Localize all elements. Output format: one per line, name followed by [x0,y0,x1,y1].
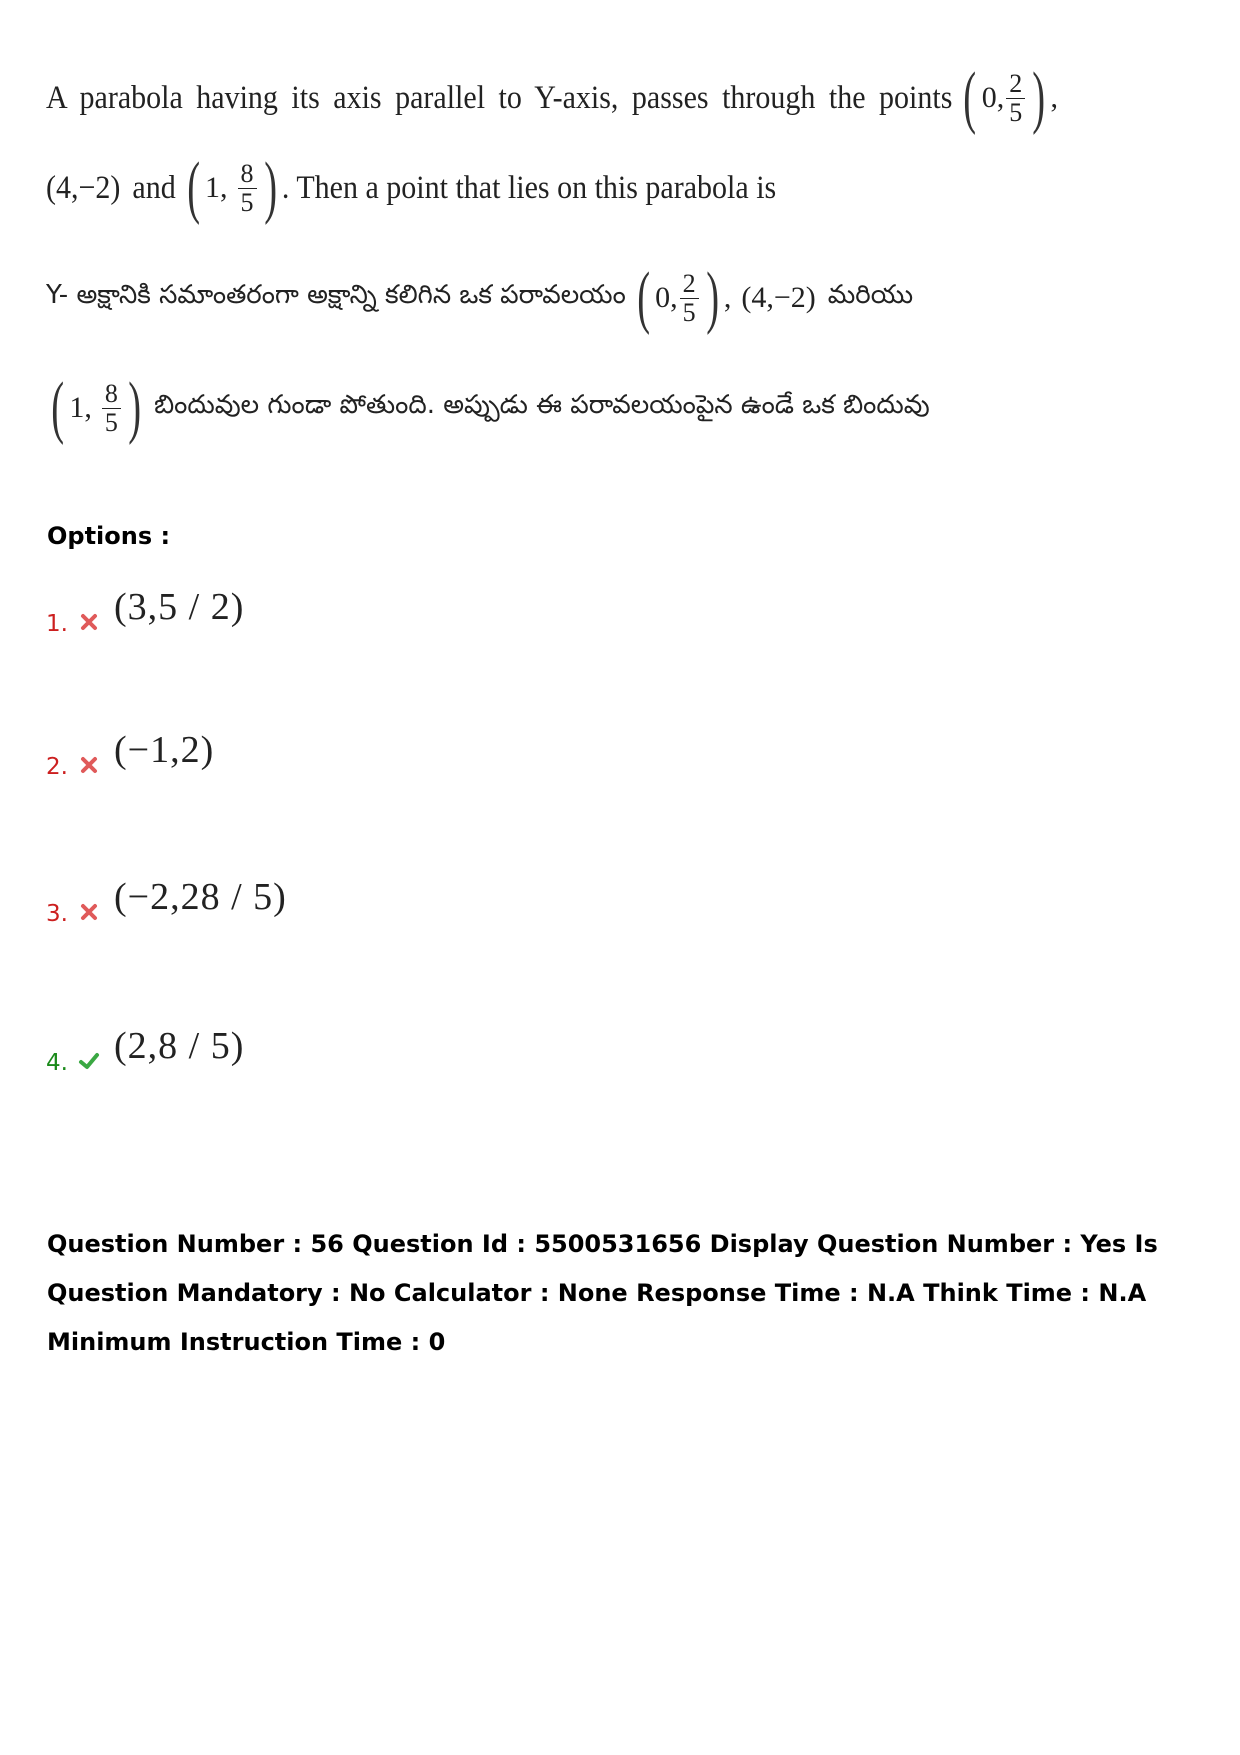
question-image [46,55,1059,510]
option-number: 2. [46,754,68,780]
check-icon [78,1050,100,1072]
cross-icon [78,611,100,633]
paren-open: ( [637,259,650,336]
question-text-te-2: బిందువుల గుండా పోతుంది. అప్పుడు ఈ పరావలయంపైన ఉండే ఒక బిందువు [154,390,930,420]
comma: , [723,281,732,314]
point3-fraction [102,380,121,436]
option-value: (−2,28 / 5) [114,876,287,918]
point2: (4,−2) [46,169,121,206]
question-english-line-2 [46,149,777,226]
point3-denominator: 5 [102,408,121,436]
point1-fraction [680,270,699,326]
option-3[interactable] [46,875,287,927]
point1-numerator: 2 [1009,69,1023,99]
option-value: (3,5 / 2) [114,586,245,628]
paren-open: ( [51,369,65,446]
and-text-telugu: మరియు [827,280,914,310]
option-value: (−1,2) [114,729,215,771]
option-number: 4. [46,1050,68,1076]
paren-close: ) [1032,59,1046,136]
cross-icon [78,901,100,923]
paren-close: ) [263,149,277,226]
paren-close: ) [128,369,141,446]
cross-icon [78,754,100,776]
option-1[interactable] [46,585,244,637]
question-telugu-line-1 [46,259,914,336]
question-metadata: Question Number : 56 Question Id : 5500531656 Display Question Number : Yes Is Question Mandatory : No Calculator : None Response Time : N.A Think Time : N.A Minimum Instruction Time : 0 [47,1230,1158,1356]
option-number: 3. [46,901,68,927]
point1-x: 0, [981,81,1005,114]
question-telugu-line-2 [46,369,930,446]
option-2[interactable] [46,728,214,780]
point3-denominator: 5 [238,188,257,216]
paren-open: ( [186,149,200,226]
options-label: Options : [47,522,171,550]
point3-fraction [238,160,257,216]
option-4[interactable] [46,1024,244,1076]
point1-denominator: 5 [1006,98,1025,126]
question-text-en-1: A parabola having its axis parallel to Y-axis, passes through the points [46,79,953,116]
paren-close: ) [705,259,719,336]
question-text-en-2: . Then a point that lies on this parabola is [281,169,777,206]
point3-numerator: 8 [104,379,118,409]
and-text: and [132,169,176,206]
point1-x: 0, [655,281,678,314]
comma: , [1050,81,1059,114]
point1-fraction [1006,70,1025,126]
point1-numerator: 2 [682,269,696,299]
option-value: (2,8 / 5) [114,1025,245,1067]
point3-x: 1, [205,171,228,204]
option-number: 1. [46,611,68,637]
point2: (4,−2) [741,281,816,314]
question-text-te-1: Y- అక్షానికి సమాంతరంగా అక్షాన్ని కలిగిన ఒక పరావలయం [46,280,626,310]
paren-open: ( [963,59,977,136]
point1-denominator: 5 [680,298,699,326]
point3-numerator: 8 [240,159,254,189]
question-english-line-1 [46,59,1059,136]
point3-x: 1, [69,391,92,424]
